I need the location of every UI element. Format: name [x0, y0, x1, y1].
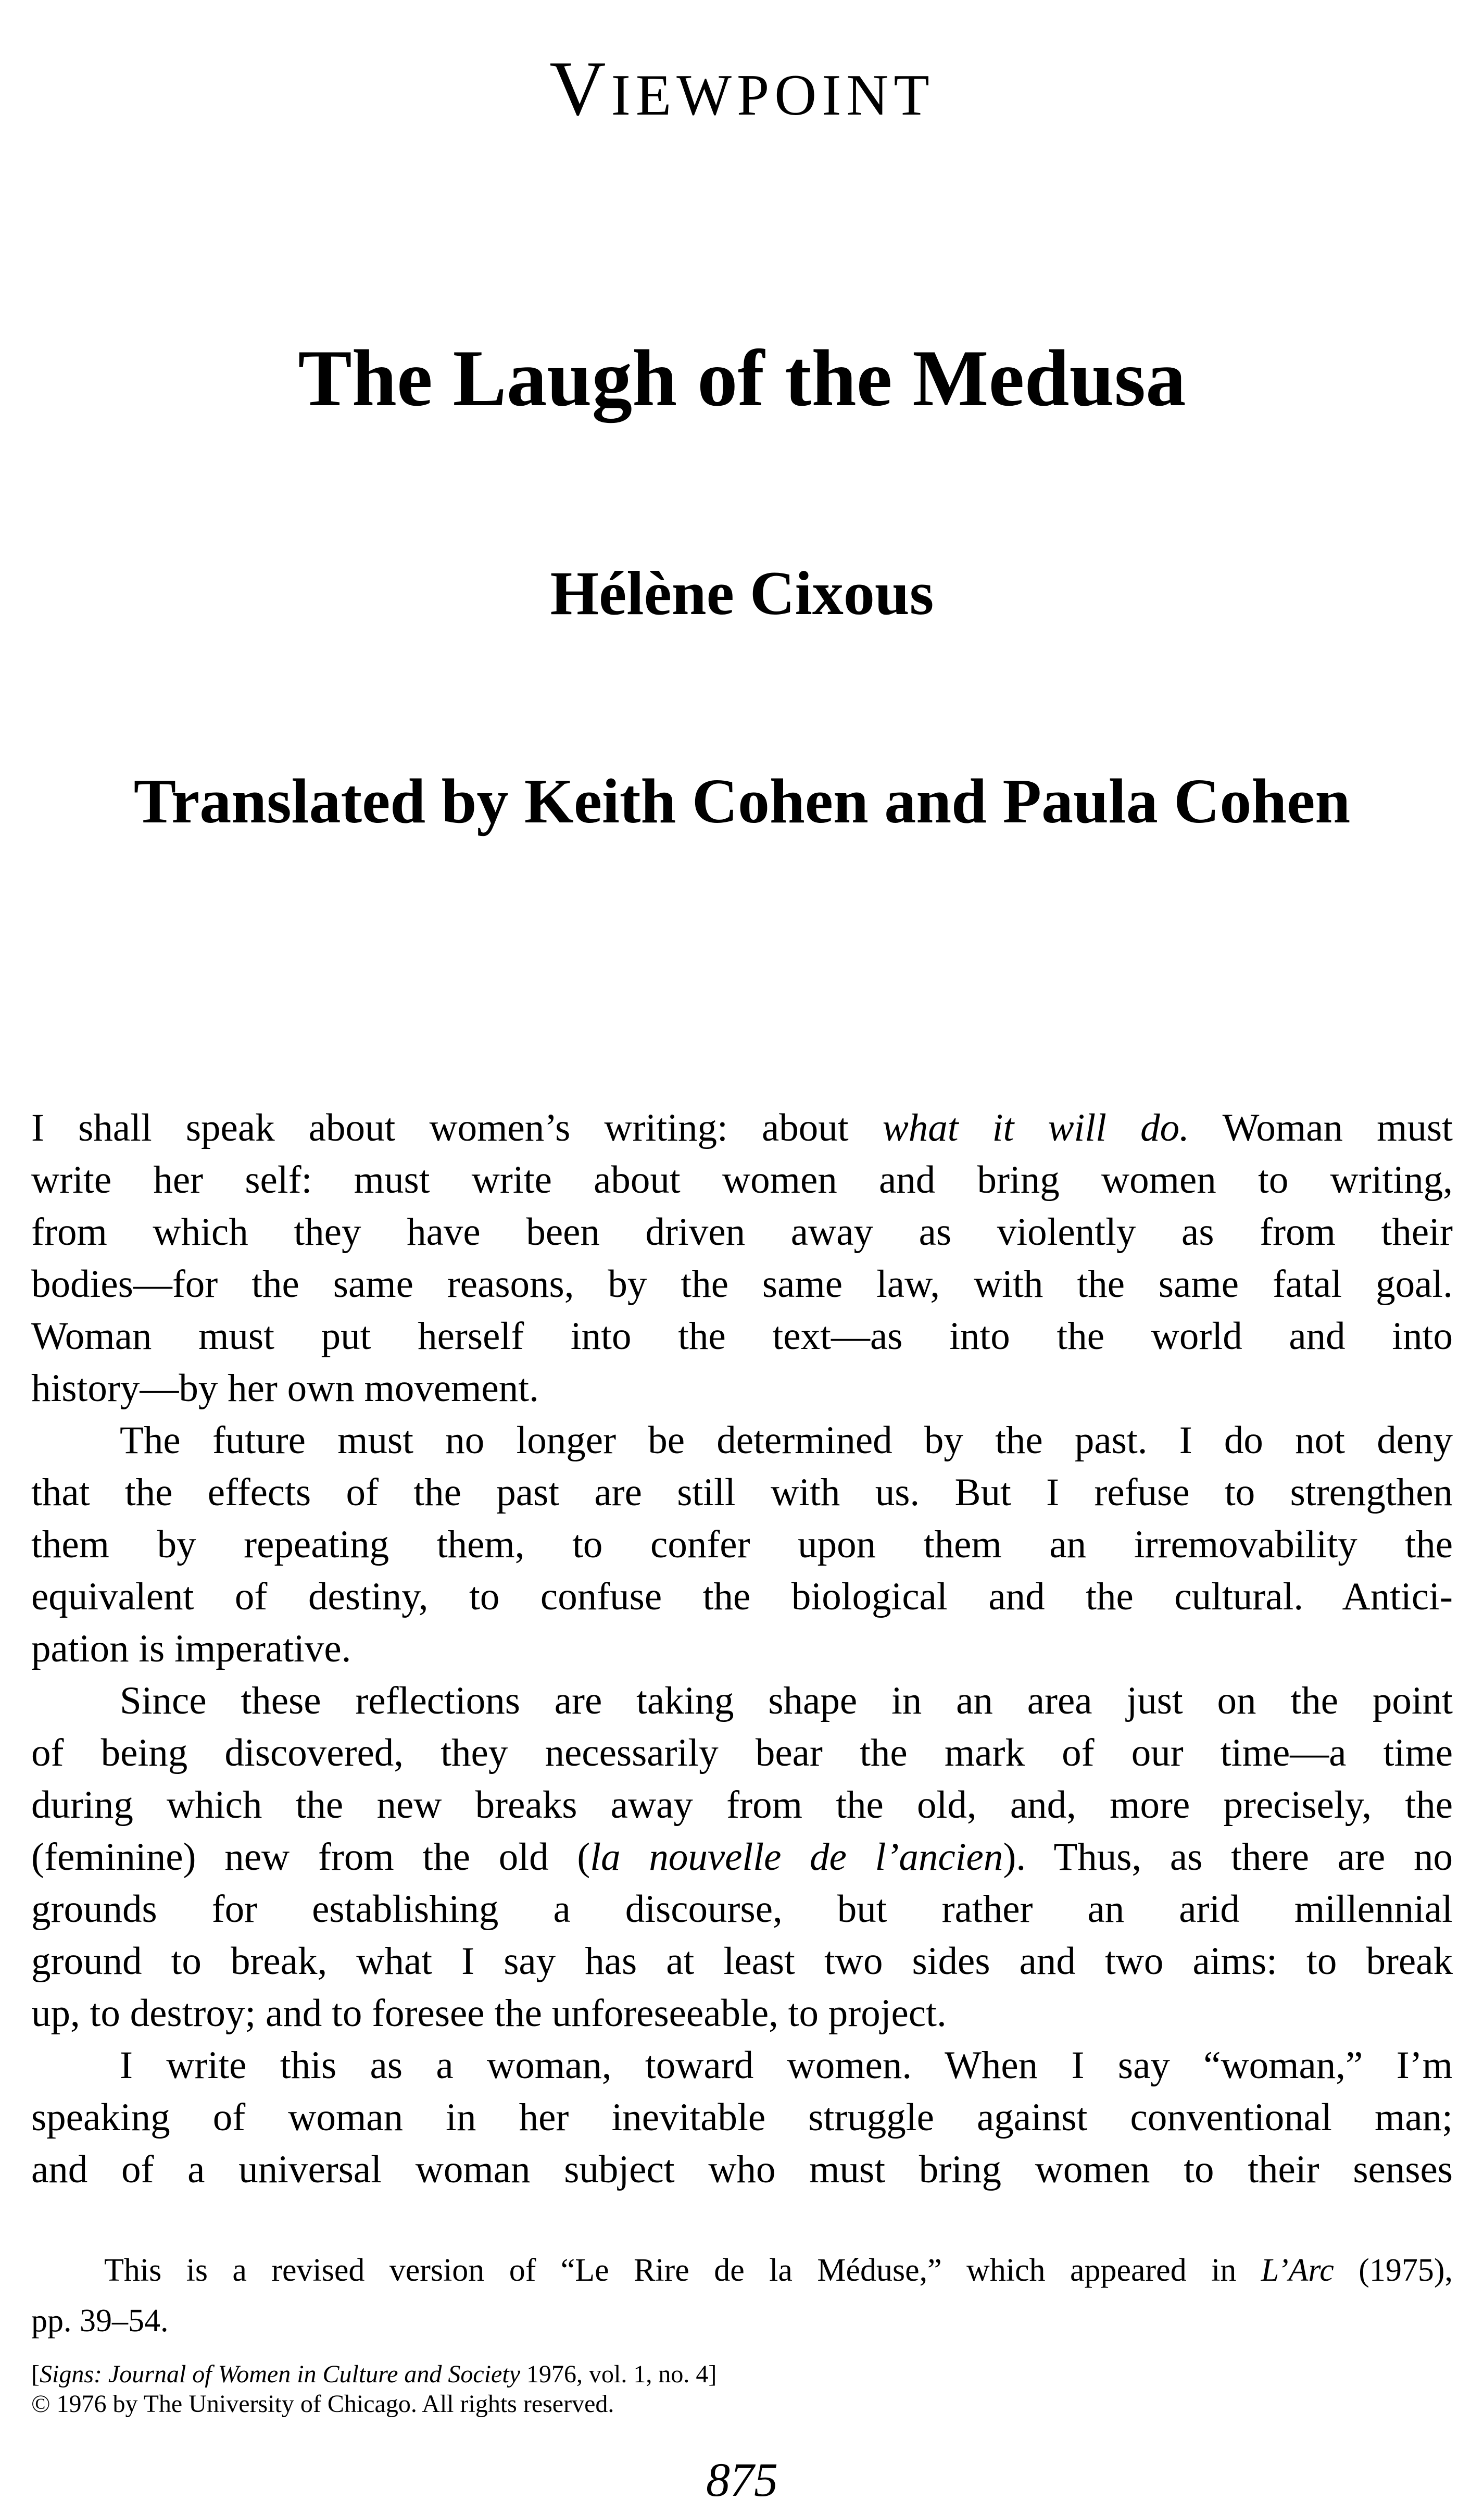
paragraph: [31, 1415, 1453, 1675]
imprint-line: [Signs: Journal of Women in Culture and Society 1976, vol. 1, no. 4]: [31, 2360, 717, 2388]
body-line: Since these reflections are taking shape in an area just on the point: [120, 1679, 1453, 1722]
body-line: from which they have been driven away as violently as from their: [31, 1210, 1453, 1254]
page-number: 875: [706, 2453, 778, 2500]
section-heading-initial: V: [549, 45, 611, 132]
masthead: [31, 45, 1453, 836]
body-line: during which the new breaks away from the old, and, more precisely, the: [31, 1783, 1453, 1827]
body-line: pation is imperative.: [31, 1627, 351, 1670]
author-name: Hélène Cixous: [550, 558, 934, 628]
body-line: write her self: must write about women and bring women to writing,: [31, 1158, 1453, 1202]
footnote-line: This is a revised version of “Le Rire de la Méduse,” which appeared in L’Arc (1975),: [104, 2253, 1453, 2288]
paragraph: [31, 1102, 1453, 1415]
journal-imprint: [31, 2359, 1453, 2419]
body-line: history—by her own movement.: [31, 1367, 539, 1410]
paragraph: [31, 1675, 1453, 2040]
section-heading-rest: IEWPOINT: [611, 63, 935, 128]
body-line: Woman must put herself into the text—as into the world and into: [31, 1315, 1453, 1358]
body-line: I write this as a woman, toward women. When I say “woman,” I’m: [120, 2044, 1453, 2087]
paragraph: [31, 2040, 1453, 2196]
body-line: speaking of woman in her inevitable struggle against conventional man;: [31, 2096, 1453, 2139]
footnote-line: pp. 39–54.: [31, 2303, 169, 2339]
article-title: The Laugh of the Medusa: [298, 333, 1186, 423]
body-line: up, to destroy; and to foresee the unforeseeable, to project.: [31, 1992, 947, 2035]
article-body: [31, 1102, 1453, 2196]
body-line: grounds for establishing a discourse, but rather an arid millennial: [31, 1888, 1453, 1931]
body-line: of being discovered, they necessarily bear the mark of our time—a time: [31, 1731, 1453, 1774]
translation-credit: Translated by Keith Cohen and Paula Cohen: [133, 766, 1351, 836]
footnote: [31, 2245, 1453, 2346]
body-line: equivalent of destiny, to confuse the biological and the cultural. Antici-: [31, 1575, 1453, 1618]
body-line: that the effects of the past are still with us. But I refuse to strengthen: [31, 1471, 1453, 1514]
body-line: ground to break, what I say has at least two sides and two aims: to break: [31, 1940, 1453, 1983]
body-line: bodies—for the same reasons, by the same law, with the same fatal goal.: [31, 1262, 1453, 1306]
section-heading-viewpoint: [31, 45, 1453, 152]
body-line: and of a universal woman subject who must bring women to their senses: [31, 2148, 1453, 2191]
body-line: I shall speak about women’s writing: about what it will do. Woman must: [31, 1106, 1453, 1149]
body-line: (feminine) new from the old (la nouvelle de l’ancien). Thus, as there are no: [31, 1835, 1453, 1879]
body-line: them by repeating them, to confer upon them an irremovability the: [31, 1523, 1453, 1566]
imprint-line: © 1976 by The University of Chicago. All rights reserved.: [31, 2390, 614, 2418]
body-line: The future must no longer be determined by the past. I do not deny: [120, 1419, 1453, 1462]
